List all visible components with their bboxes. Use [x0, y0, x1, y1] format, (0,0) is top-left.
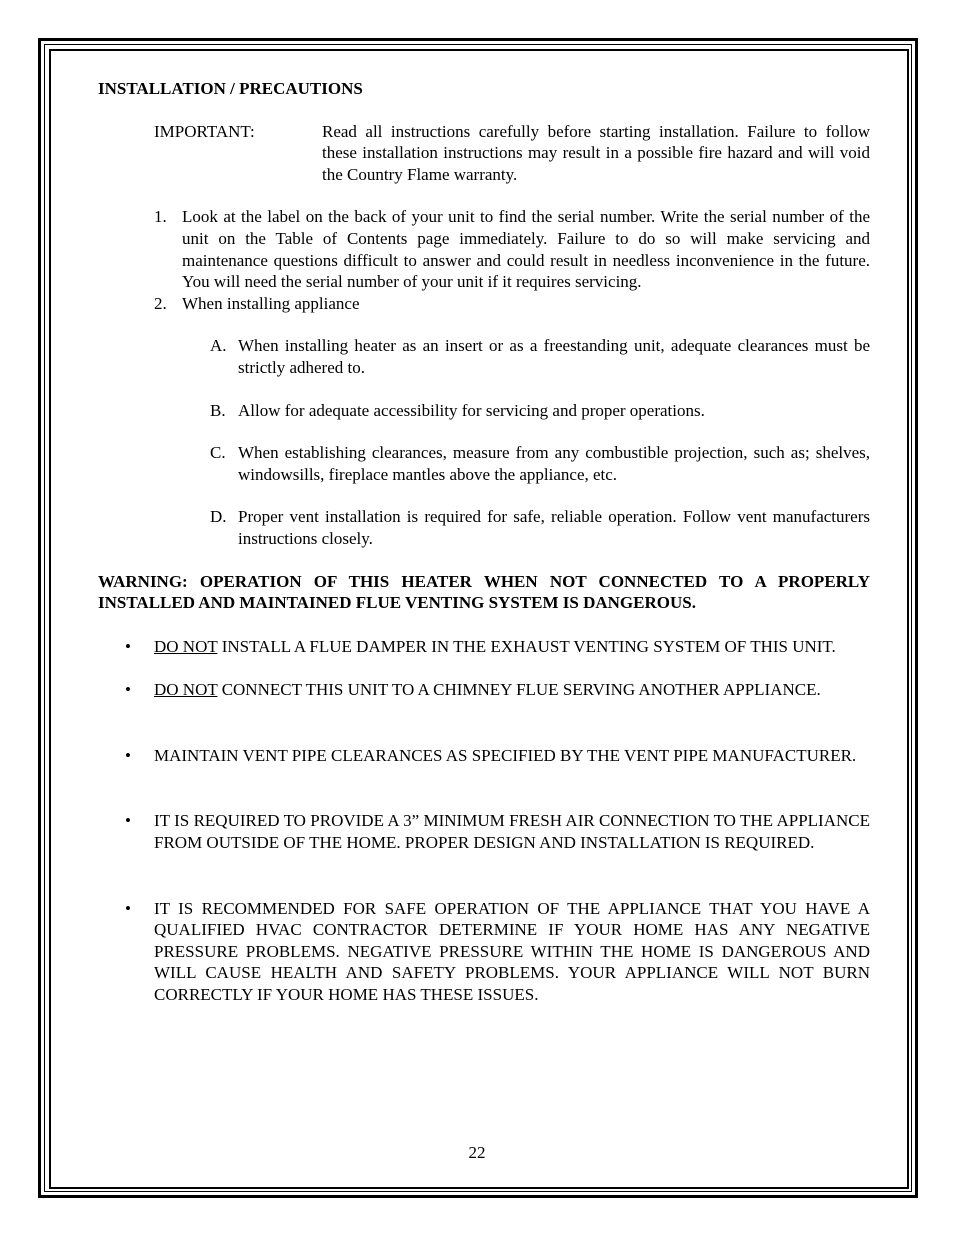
- bullet-body: INSTALL A FLUE DAMPER IN THE EXHAUST VENTING SYSTEM OF THIS UNIT.: [217, 636, 836, 656]
- emphasis-underline: DO NOT: [154, 636, 218, 656]
- bullet-icon: •: [125, 680, 131, 700]
- item-letter: C.: [210, 443, 226, 463]
- important-text: Read all instructions carefully before starting installation. Failure to follow these installation instructions may result in a possible fire hazard and will void the Country Flame warranty.: [322, 121, 870, 184]
- bullet-icon: •: [125, 745, 131, 765]
- bullet-body: IT IS REQUIRED TO PROVIDE A 3” MINIMUM FRESH AIR CONNECTION TO THE APPLIANCE FROM OUTSIDE OF THE HOME. PROPER DESIGN AND INSTALLATION IS REQUIRED.: [154, 811, 870, 853]
- important-notice: [154, 121, 870, 186]
- item-text: When installing appliance: [182, 293, 360, 313]
- bullet-body: IT IS RECOMMENDED FOR SAFE OPERATION OF THE APPLIANCE THAT YOU HAVE A QUALIFIED HVAC CONTRACTOR DETERMINE IF YOUR HOME HAS ANY NEGATIVE PRESSURE PROBLEMS. NEGATIVE PRESSURE WITHIN THE HOME IS DANGEROUS AND WILL CAUSE HEALTH AND SAFETY PROBLEMS. YOUR APPLIANCE WILL NOT BURN CORRECTLY IF YOUR HOME HAS THESE ISSUES.: [154, 898, 870, 1005]
- bullet-icon: •: [125, 811, 131, 831]
- warning-text: WARNING: OPERATION OF THIS HEATER WHEN NOT CONNECTED TO A PROPERLY INSTALLED AND MAINTAINED FLUE VENTING SYSTEM IS DANGEROUS.: [98, 571, 870, 613]
- bullet-text: [154, 679, 870, 701]
- bullet-body: CONNECT THIS UNIT TO A CHIMNEY FLUE SERVING ANOTHER APPLIANCE.: [217, 680, 821, 700]
- item-text: Allow for adequate accessibility for servicing and proper operations.: [238, 400, 705, 420]
- section-title: INSTALLATION / PRECAUTIONS: [98, 79, 363, 98]
- page-number: 22: [468, 1143, 486, 1162]
- bullet-item: [125, 636, 870, 658]
- bullet-text: [154, 810, 870, 853]
- item-letter: D.: [210, 507, 227, 527]
- item-number: 1.: [154, 207, 167, 227]
- lettered-list: [210, 335, 870, 549]
- lettered-item: [210, 442, 870, 485]
- numbered-item: [154, 206, 870, 292]
- numbered-list: [154, 206, 870, 314]
- item-letter: B.: [210, 400, 226, 420]
- item-text: When installing heater as an insert or as a freestanding unit, adequate clearances must be strictly adhered to.: [238, 336, 870, 377]
- item-letter: A.: [210, 336, 227, 356]
- item-number: 2.: [154, 293, 167, 313]
- bullet-text: [154, 898, 870, 1006]
- bullet-item: [125, 679, 870, 701]
- important-label: IMPORTANT:: [154, 121, 255, 141]
- bullet-item: [125, 898, 870, 1006]
- item-text: Proper vent installation is required for safe, reliable operation. Follow vent manufacturers instructions closely.: [238, 507, 870, 548]
- item-text: When establishing clearances, measure from any combustible projection, such as; shelves, windowsills, fireplace mantles above the appliance, etc.: [238, 443, 870, 484]
- bullet-text: [154, 745, 870, 767]
- bullet-icon: •: [125, 636, 131, 656]
- numbered-item: [154, 293, 870, 315]
- bullet-icon: •: [125, 898, 131, 918]
- bullet-item: [125, 745, 870, 767]
- lettered-item: [210, 400, 870, 422]
- bullet-item: [125, 810, 870, 853]
- emphasis-underline: DO NOT: [154, 680, 218, 700]
- lettered-item: [210, 335, 870, 378]
- bullet-body: MAINTAIN VENT PIPE CLEARANCES AS SPECIFIED BY THE VENT PIPE MANUFACTURER.: [154, 745, 857, 765]
- page-content: [98, 78, 870, 1006]
- item-text: Look at the label on the back of your unit to find the serial number. Write the serial number of the unit on the Table of Contents page immediately. Failure to do so will make servicing and maintenance questions difficult to answer and could result in needless inconvenience in the future. You will need the serial number of your unit if it requires servicing.: [182, 207, 870, 292]
- lettered-item: [210, 506, 870, 549]
- bullet-text: [154, 636, 870, 658]
